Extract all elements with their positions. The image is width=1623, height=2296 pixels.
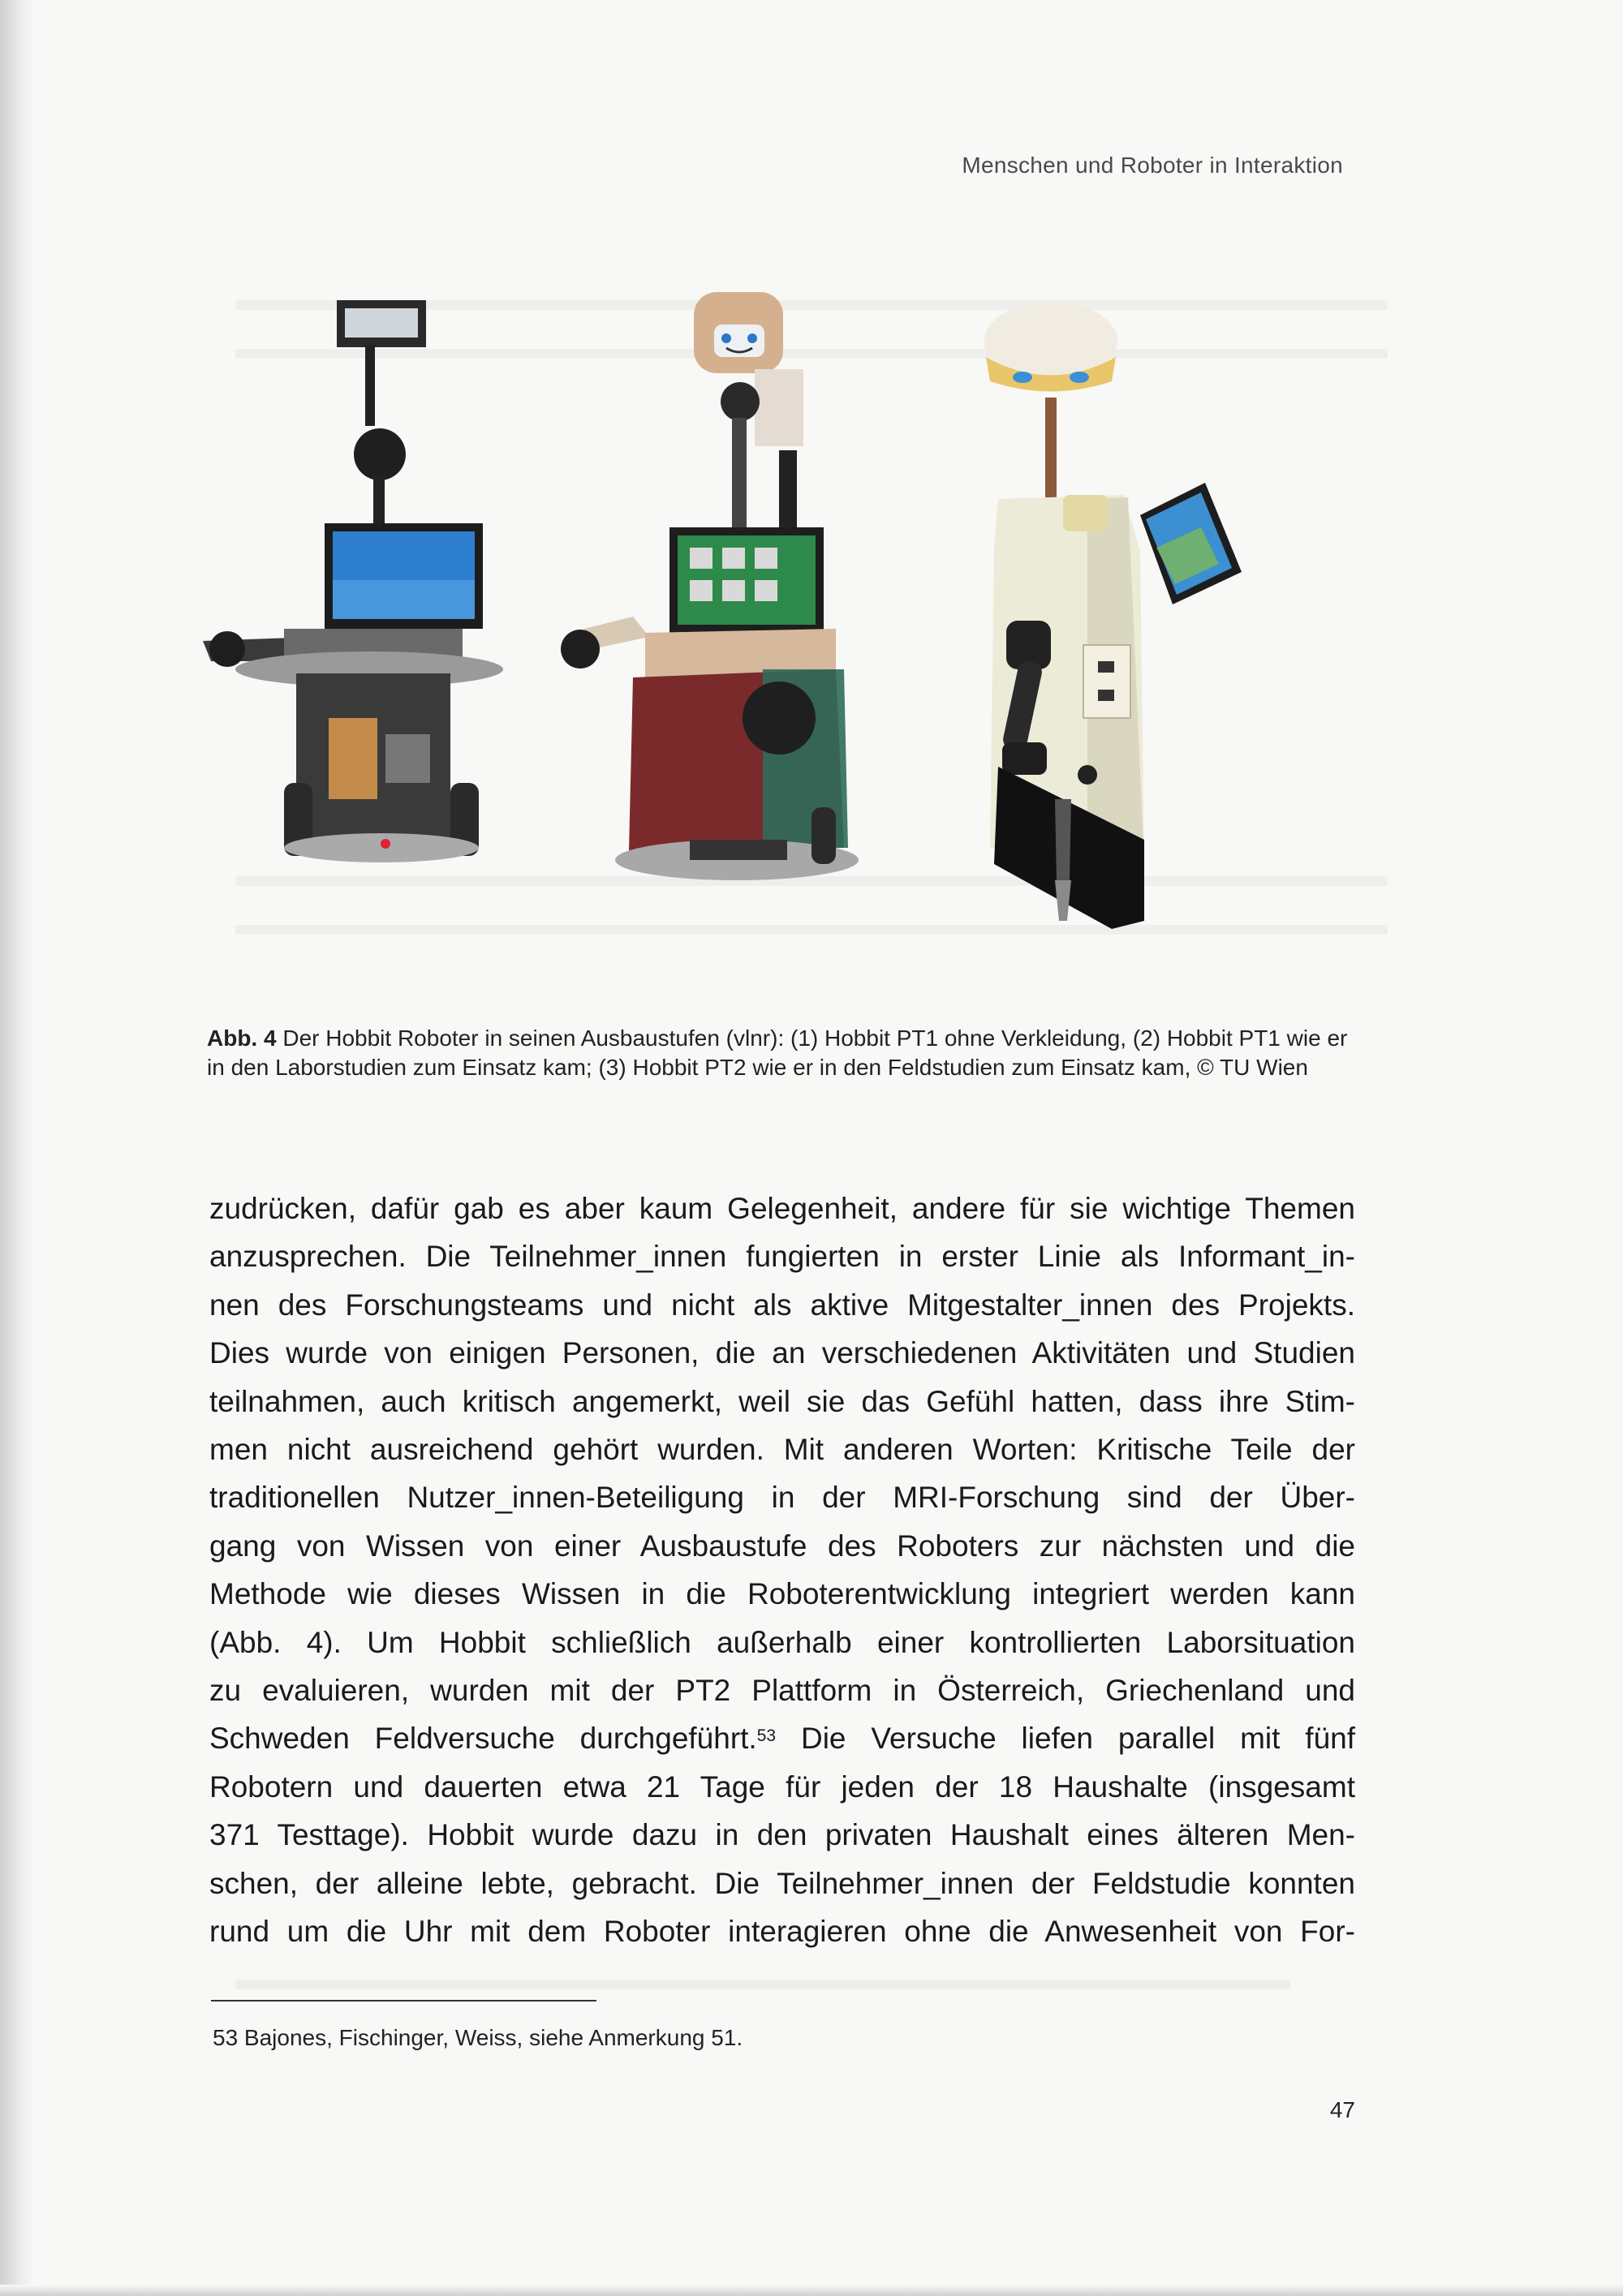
- footnote-reference[interactable]: 53: [756, 1726, 777, 1746]
- book-spine-shadow: [0, 0, 34, 2296]
- body-line: (Abb. 4). Um Hobbit schließlich außerhalb einer kontrollierten Laborsituation: [209, 1625, 1355, 1659]
- running-head: Menschen und Roboter in Interaktion: [962, 153, 1343, 178]
- figure-caption-label: Abb. 4: [207, 1025, 277, 1051]
- body-line: gang von Wissen von einer Ausbaustufe des Roboters zur nächsten und die: [209, 1529, 1355, 1563]
- figure-caption: [207, 1024, 1359, 1082]
- body-line: 371 Testtage). Hobbit wurde dazu in den privaten Haushalt eines älteren Men-: [209, 1818, 1355, 1852]
- footnote-separator: [211, 2000, 596, 2001]
- body-line: zudrücken, dafür gab es aber kaum Gelegenheit, andere für sie wichtige Themen: [209, 1192, 1355, 1225]
- footnote-53: 53 Bajones, Fischinger, Weiss, siehe Anmerkung 51.: [213, 2025, 743, 2050]
- body-line: anzusprechen. Die Teilnehmer_innen fungierten in erster Linie als Informant_in-: [209, 1240, 1355, 1274]
- figure-hobbit-robots: [195, 280, 1347, 953]
- body-line: nen des Forschungsteams und nicht als aktive Mitgestalter_innen des Projekts.: [209, 1288, 1355, 1322]
- robot-pt1-uncovered: [203, 300, 503, 862]
- body-line: Methode wie dieses Wissen in die Roboterentwicklung integriert werden kann: [209, 1577, 1355, 1611]
- body-line: teilnahmen, auch kritisch angemerkt, weil sie das Gefühl hatten, dass ihre Stim-: [209, 1384, 1355, 1418]
- body-line: Robotern und dauerten etwa 21 Tage für jeden der 18 Haushalte (insgesamt: [209, 1769, 1355, 1804]
- body-line-with-footnote: [209, 1714, 1355, 1762]
- robot-pt1-lab: [561, 292, 859, 880]
- body-line: traditionellen Nutzer_innen-Beteiligung in der MRI-Forschung sind der Über-: [209, 1481, 1355, 1515]
- page-number: 47: [1329, 2097, 1355, 2122]
- show-through: [235, 1980, 1290, 1989]
- body-line: men nicht ausreichend gehört wurden. Mit anderen Worten: Kritische Teile der: [209, 1433, 1355, 1467]
- body-line: rund um die Uhr mit dem Roboter interagieren ohne die Anwesenheit von For-: [209, 1915, 1355, 1949]
- body-paragraph: [209, 1185, 1355, 1956]
- page-edge-shadow: [0, 2285, 1623, 2296]
- figure-caption-text: Der Hobbit Roboter in seinen Ausbaustufen (vlnr): (1) Hobbit PT1 ohne Verkleidung, (2) Hobbit PT1 wie er in den Laborstudien zum Einsatz kam; (3) Hobbit PT2 wie er in den Feldstudien zum Einsatz kam, © TU Wien: [207, 1025, 1348, 1080]
- body-line: schen, der alleine lebte, gebracht. Die Teilnehmer_innen der Feldstudie konnten: [209, 1866, 1355, 1900]
- body-line: zu evaluieren, wurden mit der PT2 Plattform in Österreich, Griechenland und: [209, 1674, 1355, 1708]
- body-line-part: Schweden Feldversuche durchgeführt.: [209, 1722, 757, 1756]
- robot-pt2-field: [984, 302, 1242, 929]
- body-line: Dies wurde von einigen Personen, die an verschiedenen Aktivitäten und Studien: [209, 1336, 1355, 1370]
- body-line-part: Die Versuche liefen parallel mit fünf: [776, 1722, 1356, 1756]
